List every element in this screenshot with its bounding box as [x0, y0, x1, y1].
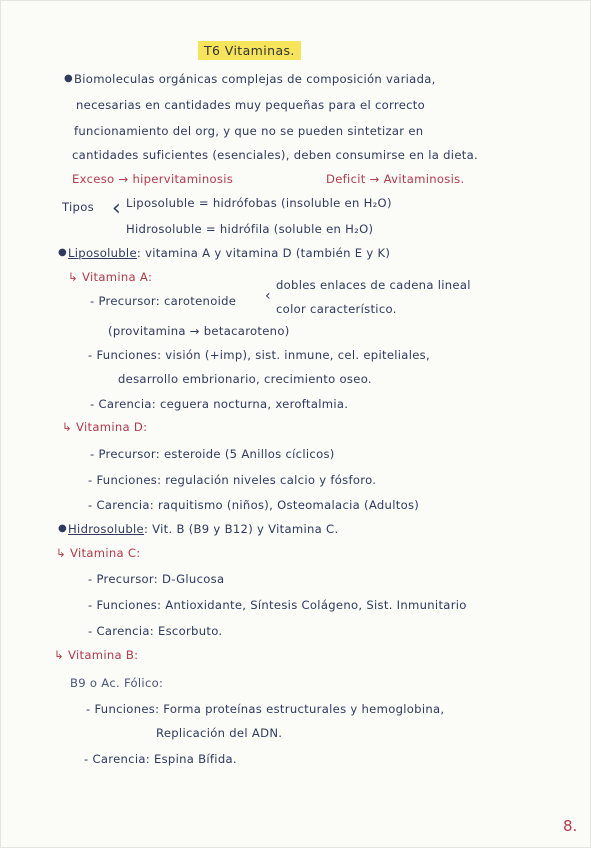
tipos-hidrosoluble: Hidrosoluble = hidrófila (soluble en H₂O) [126, 222, 374, 236]
intro-line-3: funcionamiento del org, y que no se pueden sintetizar en [74, 124, 424, 138]
hipervitaminosis-text: hipervitaminosis [132, 172, 234, 186]
vitamin-a-precursor: - Precursor: carotenoide [90, 294, 237, 308]
vitamin-a-carencia: - Carencia: ceguera nocturna, xeroftalmia. [90, 397, 349, 411]
vitamin-a-provitamina: (provitamina → betacaroteno) [108, 324, 290, 338]
arrow-right-icon: → [118, 172, 129, 186]
vitamin-b-heading-text: Vitamina B: [68, 648, 139, 662]
vitamin-a-heading-text: Vitamina A: [82, 270, 153, 284]
vitamin-d-funciones: - Funciones: regulación niveles calcio y fósforo. [88, 473, 377, 487]
arrow-right-icon: → [369, 172, 380, 186]
hidrosoluble-label: Hidrosoluble [68, 522, 144, 536]
deficit-line [326, 172, 464, 186]
vitamin-b-funciones-1: - Funciones: Forma proteínas estructurales y hemoglobina, [86, 702, 445, 716]
vitamin-c-heading [56, 546, 141, 560]
brace-icon: ‹ [112, 196, 121, 221]
intro-text-1: Biomoleculas orgánicas complejas de composición variada, [74, 72, 436, 86]
deficit-label: Deficit [326, 172, 366, 186]
vitamin-c-funciones: - Funciones: Antioxidante, Síntesis Colágeno, Sist. Inmunitario [88, 598, 467, 612]
vitamin-b-carencia: - Carencia: Espina Bífida. [84, 752, 237, 766]
intro-line-2: necesarias en cantidades muy pequeñas para el correcto [76, 98, 426, 112]
intro-line-4: cantidades suficientes (esenciales), deben consumirse en la dieta. [72, 148, 478, 162]
vitamin-b-funciones-2: Replicación del ADN. [156, 726, 283, 740]
intro-line-1 [64, 72, 436, 86]
hidrosoluble-text: : Vit. B (B9 y B12) y Vitamina C. [143, 522, 339, 536]
arrow-return-icon: ↳ [62, 420, 73, 434]
vitamin-c-carencia: - Carencia: Escorbuto. [88, 624, 223, 638]
page-title: T6 Vitaminas. [198, 41, 301, 60]
vitamin-d-heading-text: Vitamina D: [76, 420, 148, 434]
vitamin-c-precursor: - Precursor: D-Glucosa [88, 572, 225, 586]
vitamin-a-funciones-1: - Funciones: visión (+imp), sist. inmune, cel. epiteliales, [88, 348, 430, 362]
vitamin-a-heading [68, 270, 152, 284]
vitamin-d-precursor: - Precursor: esteroide (5 Anillos cíclicos) [90, 447, 335, 461]
vitamin-d-heading [62, 420, 147, 434]
vitamin-d-carencia: - Carencia: raquitismo (niños), Osteomalacia (Adultos) [88, 498, 420, 512]
brace-icon: ‹ [265, 288, 271, 304]
vitamin-a-funciones-2: desarrollo embrionario, crecimiento oseo. [118, 372, 372, 386]
vitamin-a-dobles: dobles enlaces de cadena lineal [276, 278, 471, 292]
liposoluble-text: : vitamina A y vitamina D (también E y K) [136, 246, 391, 260]
exceso-line [72, 172, 233, 186]
tipos-liposoluble: Liposoluble = hidrófobas (insoluble en H₂O) [126, 196, 392, 210]
arrow-return-icon: ↳ [54, 648, 65, 662]
hidrosoluble-line [58, 522, 338, 536]
page-number: 8. [563, 817, 578, 835]
exceso-label: Exceso [72, 172, 115, 186]
vitamin-c-heading-text: Vitamina C: [70, 546, 141, 560]
liposoluble-label: Liposoluble [68, 246, 137, 260]
vitamin-b9-label: B9 o Ac. Fólico: [70, 676, 164, 690]
bullet-dot: ● [64, 73, 74, 84]
bullet-dot: ● [58, 523, 68, 534]
tipos-label: Tipos [62, 200, 94, 214]
arrow-return-icon: ↳ [68, 270, 79, 284]
avitaminosis-text: Avitaminosis. [383, 172, 465, 186]
vitamin-b-heading [54, 648, 138, 662]
arrow-return-icon: ↳ [56, 546, 67, 560]
vitamin-a-color: color característico. [276, 302, 397, 316]
liposoluble-line [58, 246, 390, 260]
bullet-dot: ● [58, 247, 68, 258]
